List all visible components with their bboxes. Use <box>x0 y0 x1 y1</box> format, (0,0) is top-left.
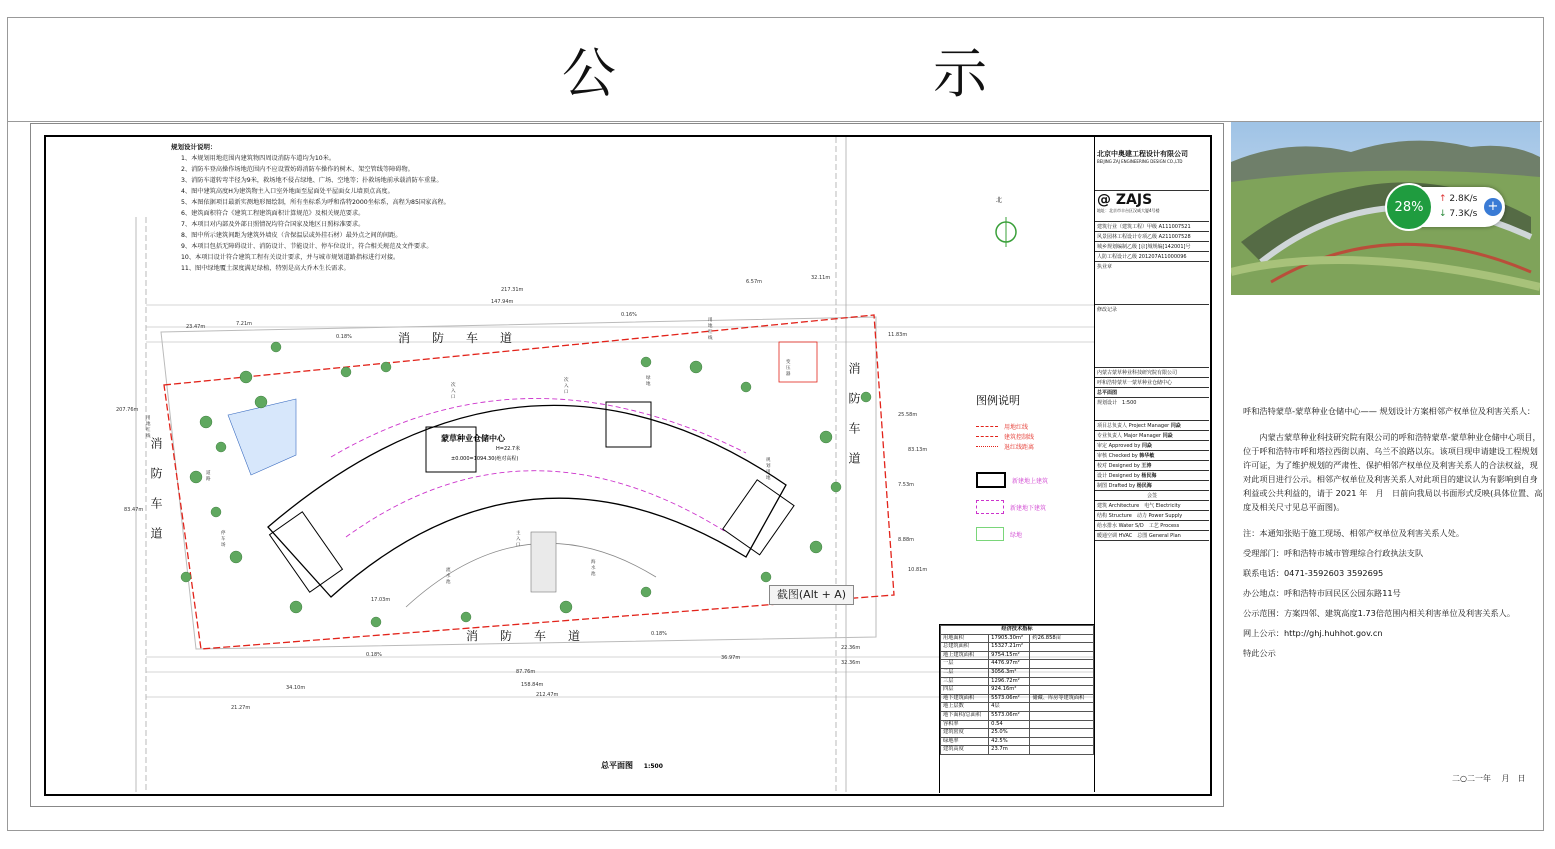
staff-row: 专业负责人 Major Manager 闫焱 <box>1095 431 1209 441</box>
company-logo: @ ZAJS <box>1097 192 1153 208</box>
note-item: 5、本图依据项目最新实测地形图绘制，所有坐标系为呼和浩特2000坐标系，高程为85国家高程。 <box>181 199 450 206</box>
cert-row: 建筑行业（建筑工程）甲级 A111007521 <box>1095 222 1209 232</box>
upload-speed: ↑ 2.8K/s <box>1439 194 1478 204</box>
note-item: 1、本规划用地范围内建筑物四周设消防车道均为10米。 <box>181 155 336 162</box>
table-row: 地下面积/总面积 5573.06m² <box>941 711 1094 720</box>
company-block <box>1095 137 1209 191</box>
table-row: 三层 1296.72m² <box>941 677 1094 686</box>
project-name: 呼和浩特蒙草一蒙草种业仓储中心 <box>1095 378 1209 388</box>
staff-row: 审定 Approved by 闫焱 <box>1095 441 1209 451</box>
legend-swatch <box>976 436 998 437</box>
table-row: 四层 924.16m² <box>941 686 1094 695</box>
discipline-row: 暖通空调 HVAC 总图 General Plan <box>1095 531 1209 541</box>
road-label-top: 消防车道 <box>398 331 535 345</box>
legend-item: 退红线距离 <box>976 442 1034 451</box>
economic-indicators-table: 经济技术指标 用地面积 17905.30m² 约26.858亩 总建筑面积 15327.21m² 地上建筑面积 9754.15m² 一层 4476.97m² 二层 3056.3m² 三层 1296.72m² 四层 924.16m² 地下建筑面积 5573.06m² 储藏、库房等建筑面积 地上层数 4层 地下面积/总面积 5573.06m² 容积率 0.54 建筑密度 25.0% 绿地率 42.5% 建筑高度 23.7m <box>939 624 1094 793</box>
notice-heading: 呼和浩特蒙草-蒙草种业仓储中心—— 规划设计方案相邻产权单位及利害关系人： <box>1243 406 1536 416</box>
cert-row: 人防工程设计乙级 201207A11000096 <box>1095 252 1209 262</box>
road-label-left: 消防车道 <box>149 437 163 557</box>
employer: 内蒙古蒙草种业科技研究院有限公司 <box>1095 368 1209 378</box>
legend-item: 建筑控制线 <box>976 432 1034 441</box>
note-item: 7、本项目对内部及外部日照情况均符合国家及地区日照标准要求。 <box>181 221 365 228</box>
site-plan-drawing: 规划设计说明： 1、本规划用地范围内建筑物四周设消防车道均为10米。 2、消防车登高操作场地范围内不应设置妨碍消防车操作的树木、架空管线等障碍物。 3、消防车道转弯半径为9米，救场地不侵占绿地、广场、空地等；扑救场地前承载消防车重量。 4、图中建筑高度H为建筑物主入口室外地面至屋面处平屋面女儿墙顶点高度。 5、本图依据项目最新实测地形图绘制，所有坐标系为呼和浩特2000坐标系，高程为85国家高程。 6、建筑面积符合《建筑工程建筑面积计算规范》及相关规范要求。 7、本项目对内部及外部日照情况均符合国家及地区日照标准要求。 8、图中所示建筑间距为建筑外墙皮（含保温层或外挂石材）最外点之间的间距。 9、本项目包括无障碍设计、消防设计、节能设计、停车位设计，符合相关规范及文件要求。 10、本项目设计符合建筑工程有关设计要求，并与城市规划道路指标进行对接。 11、图中绿地覆土深度满足绿植，特别是高大乔木生长需求。 217.31m 147.94m 6.57m 32.11m 23.47m 7.21m 0.18% 0.16% 87.76m 158.84m 212.47m 34.10m 21.27m 36.97m 32.36m 22.36m 0.18% 0.18% 11.83m 25.58m 83.13m 7.53m 10.81m 8.88m 207.76m 83.47m 17.03m 消防车道 消防车道 消防车道 消防车道 蒙草种业仓储中心 H=22.7米 ±0.000=1094.30(绝对高程) 用地红线 次入口 次入口 主入口 变压器 绿地 流水池 海水池 用地红线 规划用地 道路 停车场 北 图例说明 用地红线 建筑控制线 退红线距离 新建地上建筑 新建地下建筑 绿地 总平面图 1:500 经济技术指标 用地面积 17905.30m² 约26.858亩 总建筑面积 15327.21m² 地上建筑面积 9754.15m² 一层 4476.97m² 二层 3056.3m² 三层 1296.72m² 四层 924.16m² 地下建筑面积 5573.06m² 储藏、库房等建筑面积 地上层数 4层 地下面积/总面积 5573.06m² 容积率 0.54 建筑密度 25.0% 绿地率 42.5% 建筑高度 23.7m 北京中奥建工程设计有限公司 BEIJING ZAJ ENGINEERING DESIGN CO.,LTD @ ZAJS 地址：北京市丰台区汉威大厦4号楼 建筑行业（建筑工程）甲级 A111007521 风景园林工程设计专项乙级 A211007528 城乡规划编制乙级 [京]城规编[142001]号 人防工程设计乙级 201207A11000096 执业章 修改记录 内蒙古蒙草种业科技研究院有限公司 呼和浩特蒙草一蒙草种业仓储中心 总平面图 规划设计 1:500 项目总负责人 Project Manager 闫焱 专业负责人 Major Manager 闫焱 审定 Approved by 闫焱 审核 Checked by 韩华敏 校对 Designed by 王涛 设计 Designed by 杨民海 制图 Drafted by 杨民海 会签 建筑 Architecture 电气 Electricity 结构 Structure 动力 Power Supply 给水排水 Water S/D 工艺 Process 暖通空调 HVAC 总图 General Plan <box>44 135 1212 796</box>
arrow-down-icon: ↓ <box>1439 209 1447 219</box>
notice-phone: 联系电话：0471-3592603 3592695 <box>1243 568 1384 578</box>
download-speed: ↓ 7.3K/s <box>1439 209 1478 219</box>
notes-heading: 规划设计说明： <box>171 143 217 151</box>
notice-address: 办公地点：呼和浩特市回民区公园东路11号 <box>1243 588 1401 598</box>
building-name: 蒙草种业仓储中心 <box>441 434 505 443</box>
notice-note: 注：本通知张贴于施工现场、相邻产权单位及利害关系人处。 <box>1243 528 1465 538</box>
company-name: 北京中奥建工程设计有限公司 <box>1097 150 1188 158</box>
countersign: 会签 <box>1095 491 1209 501</box>
table-row: 容积率 0.54 <box>941 720 1094 729</box>
screenshot-tooltip: 截图(Alt + A) <box>769 585 854 605</box>
elevation-label: ±0.000=1094.30(绝对高程) <box>451 456 519 462</box>
legend-item: 用地红线 <box>976 422 1028 431</box>
public-notice-text <box>1243 404 1543 660</box>
notice-date: 二○二一年 月 日 <box>1452 774 1526 783</box>
stage-scale: 规划设计 1:500 <box>1095 398 1209 421</box>
drawing-name: 总平面图 <box>1095 388 1209 398</box>
discipline-row: 建筑 Architecture 电气 Electricity <box>1095 501 1209 511</box>
legend-swatch <box>976 527 1004 541</box>
road-label-bottom: 消防车道 <box>466 629 603 643</box>
legend-item: 绿地 <box>976 527 1022 541</box>
table-row: 地上建筑面积 9754.15m² <box>941 651 1094 660</box>
notice-closing: 特此公示 <box>1243 648 1276 658</box>
table-row: 建筑高度 23.7m <box>941 746 1094 755</box>
legend-swatch <box>976 446 998 447</box>
table-row: 用地面积 17905.30m² 约26.858亩 <box>941 634 1094 643</box>
design-notes <box>171 142 450 274</box>
cert-row: 风景园林工程设计专项乙级 A211007528 <box>1095 232 1209 242</box>
legend-item: 新建地下建筑 <box>976 500 1046 514</box>
discipline-row: 结构 Structure 动力 Power Supply <box>1095 511 1209 521</box>
note-item: 2、消防车登高操作场地范围内不应设置妨碍消防车操作的树木、架空管线等障碍物。 <box>181 166 414 173</box>
table-row: 绿地率 42.5% <box>941 737 1094 746</box>
usage-percent: 28% <box>1385 183 1433 231</box>
plan-title: 总平面图 1:500 <box>601 761 663 770</box>
legend-item: 新建地上建筑 <box>976 472 1048 488</box>
company-address: 地址：北京市丰台区汉威大厦4号楼 <box>1097 208 1160 213</box>
note-item: 9、本项目包括无障碍设计、消防设计、节能设计、停车位设计，符合相关规范及文件要求。 <box>181 243 433 250</box>
staff-row: 项目总负责人 Project Manager 闫焱 <box>1095 421 1209 431</box>
legend-title: 图例说明 <box>976 394 1020 407</box>
table-row: 一层 4476.97m² <box>941 660 1094 669</box>
table-row: 二层 3056.3m² <box>941 668 1094 677</box>
legend-swatch <box>976 472 1006 488</box>
staff-row: 制图 Drafted by 杨民海 <box>1095 481 1209 491</box>
legend-swatch <box>976 426 998 427</box>
note-item: 8、图中所示建筑间距为建筑外墙皮（含保温层或外挂石材）最外点之间的间距。 <box>181 232 402 239</box>
network-speed-widget[interactable] <box>1387 187 1505 227</box>
road-label-right: 消防车道 <box>847 362 861 482</box>
notice-body: 内蒙古蒙草种业科技研究院有限公司的呼和浩特蒙草-蒙草种业仓储中心项目，位于呼和浩特市呼和塔拉西街以南、乌兰不浪路以东。该项目现申请建设工程规划许可证，为了维护规划的严肃性、保护相邻产权单位及利害关系人的合法权益，现对此项目进行公示。相邻产权单位及利害关系人对此项目的建议认为有影响到自身利益或公共利益的，请于 2021 年 月 日前向我局以书面形式反映(具体位置、高度及相关尺寸见总平面图)。 <box>1243 432 1543 512</box>
page-title-bar <box>7 17 1542 122</box>
north-label: 北 <box>996 197 1003 204</box>
note-item: 11、图中绿地覆土深度满足绿植，特别是高大乔木生长需求。 <box>181 265 350 272</box>
notice-dept: 受理部门：呼和浩特市城市管理综合行政执法支队 <box>1243 548 1424 558</box>
note-item: 4、图中建筑高度H为建筑物主入口室外地面至屋面处平屋面女儿墙顶点高度。 <box>181 188 394 195</box>
cert-row: 城乡规划编制乙级 [京]城规编[142001]号 <box>1095 242 1209 252</box>
notice-web: 网上公示：http://ghj.huhhot.gov.cn <box>1243 628 1383 638</box>
staff-row: 审核 Checked by 韩华敏 <box>1095 451 1209 461</box>
legend-swatch <box>976 500 1004 514</box>
table-row: 建筑密度 25.0% <box>941 729 1094 738</box>
notice-scope: 公示范围：方案四邻、建筑高度1.73倍范围内相关利害单位及利害关系人。 <box>1243 608 1516 618</box>
title-block <box>1094 137 1209 792</box>
change-record: 修改记录 <box>1095 305 1209 368</box>
company-name-en: BEIJING ZAJ ENGINEERING DESIGN CO.,LTD <box>1097 159 1183 164</box>
note-item: 3、消防车道转弯半径为9米，救场地不侵占绿地、广场、空地等；扑救场地前承载消防车重量。 <box>181 177 443 184</box>
table-row: 总建筑面积 15327.21m² <box>941 643 1094 652</box>
discipline-row: 给水排水 Water S/D 工艺 Process <box>1095 521 1209 531</box>
staff-row: 设计 Designed by 杨民海 <box>1095 471 1209 481</box>
table-row: 地上层数 4层 <box>941 703 1094 712</box>
plus-icon[interactable]: + <box>1484 198 1502 216</box>
note-item: 6、建筑面积符合《建筑工程建筑面积计算规范》及相关规范要求。 <box>181 210 365 217</box>
logo-block <box>1095 191 1209 222</box>
page-title: 公 示 <box>561 41 1138 105</box>
arrow-up-icon: ↑ <box>1439 194 1447 204</box>
table-row: 地下建筑面积 5573.06m² 储藏、库房等建筑面积 <box>941 694 1094 703</box>
staff-row: 校对 Designed by 王涛 <box>1095 461 1209 471</box>
seal-block: 执业章 <box>1095 262 1209 305</box>
building-height: H=22.7米 <box>496 446 521 452</box>
note-item: 10、本项目设计符合建筑工程有关设计要求，并与城市规划道路指标进行对接。 <box>181 254 400 261</box>
